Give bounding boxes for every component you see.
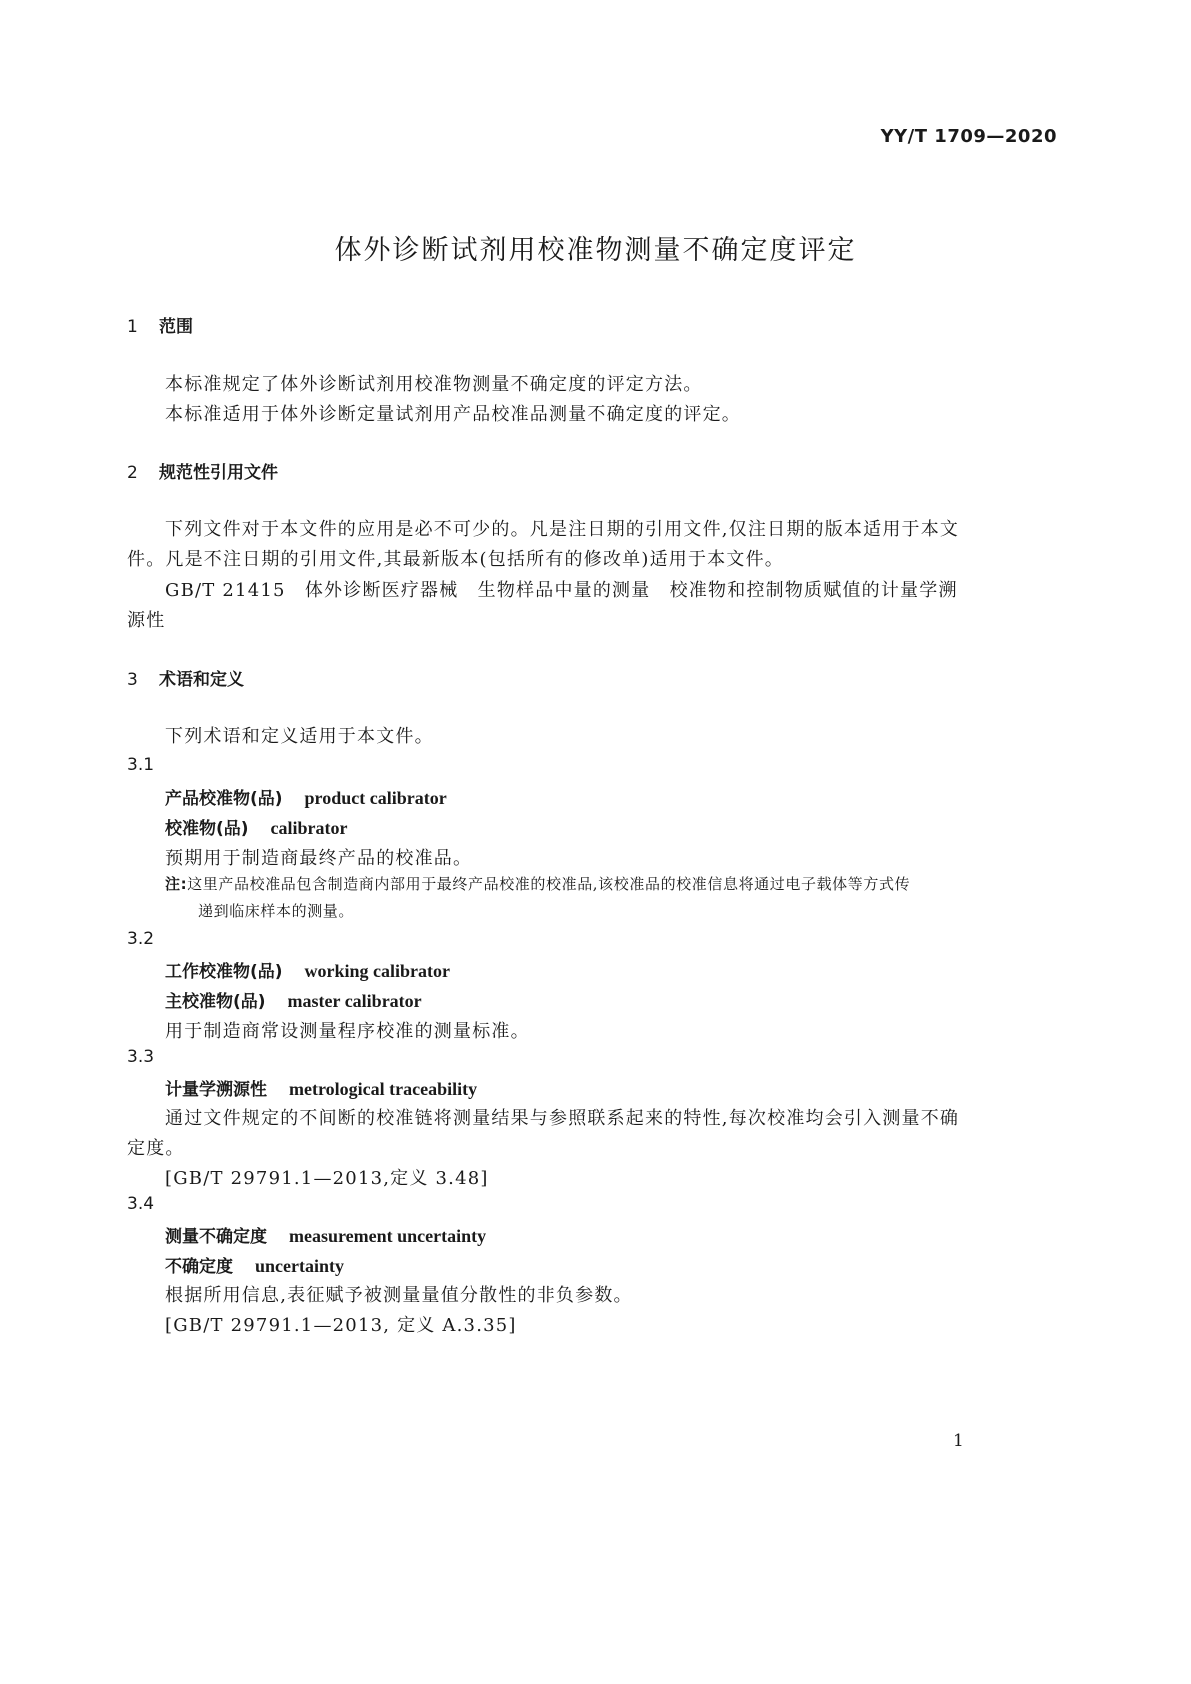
- normative-reference-line-2: 源性: [127, 610, 166, 631]
- term-en: working calibrator: [304, 961, 451, 981]
- term-cn: 工作校准物(品): [165, 962, 283, 982]
- term-en: product calibrator: [304, 788, 447, 808]
- section-2-paragraph-line-1: 下列文件对于本文件的应用是必不可少的。凡是注日期的引用文件,仅注日期的版本适用于本文: [165, 519, 960, 540]
- term-cn: 测量不确定度: [165, 1227, 267, 1247]
- section-3-heading: [127, 665, 244, 690]
- clause-3-4-source: [GB/T 29791.1—2013, 定义 A.3.35]: [165, 1315, 517, 1336]
- section-3-number: 3: [127, 670, 138, 690]
- term-en: measurement uncertainty: [289, 1226, 487, 1246]
- term-cn: 产品校准物(品): [165, 789, 283, 809]
- standard-code: YY/T 1709—2020: [880, 126, 1057, 147]
- clause-3-2-number: 3.2: [127, 929, 155, 949]
- note-text: 这里产品校准品包含制造商内部用于最终产品校准的校准品,该校准品的校准信息将通过电子载体等方式传: [187, 875, 911, 893]
- clause-3-2-definition: 用于制造商常设测量程序校准的测量标准。: [165, 1021, 530, 1042]
- section-1-title: 范围: [159, 317, 193, 337]
- clause-3-2-term-1: [165, 957, 450, 982]
- clause-3-3-source: [GB/T 29791.1—2013,定义 3.48]: [165, 1168, 489, 1189]
- clause-3-4-number: 3.4: [127, 1194, 155, 1214]
- section-2-paragraph-line-2: 件。凡是不注日期的引用文件,其最新版本(包括所有的修改单)适用于本文件。: [127, 549, 784, 570]
- section-2-number: 2: [127, 463, 138, 483]
- clause-3-3-term-1: [165, 1075, 477, 1100]
- clause-3-1-note-line-1: [165, 873, 910, 894]
- clause-3-1-note-line-2: 递到临床样本的测量。: [198, 902, 355, 920]
- term-cn: 不确定度: [165, 1257, 233, 1277]
- term-en: master calibrator: [287, 991, 422, 1011]
- document-title: 体外诊断试剂用校准物测量不确定度评定: [334, 235, 857, 266]
- section-2-title: 规范性引用文件: [159, 463, 278, 483]
- term-en: metrological traceability: [289, 1079, 478, 1099]
- clause-3-4-definition: 根据所用信息,表征赋予被测量量值分散性的非负参数。: [165, 1285, 633, 1306]
- clause-3-3-definition-line-1: 通过文件规定的不间断的校准链将测量结果与参照联系起来的特性,每次校准均会引入测量不确: [165, 1108, 960, 1129]
- normative-reference-line-1: GB/T 21415 体外诊断医疗器械 生物样品中量的测量 校准物和控制物质赋值的计量学溯: [165, 580, 958, 601]
- section-3-title: 术语和定义: [159, 670, 244, 690]
- term-en: uncertainty: [255, 1256, 344, 1276]
- clause-3-1-term-1: [165, 784, 447, 809]
- page-number: 1: [953, 1431, 964, 1451]
- clause-3-4-term-2: [165, 1252, 344, 1277]
- section-3-intro: 下列术语和定义适用于本文件。: [165, 726, 434, 747]
- clause-3-2-term-2: [165, 987, 422, 1012]
- term-cn: 校准物(品): [165, 819, 249, 839]
- clause-3-3-definition-line-2: 定度。: [127, 1138, 185, 1159]
- term-en: calibrator: [270, 818, 348, 838]
- clause-3-3-number: 3.3: [127, 1047, 155, 1067]
- clause-3-1-number: 3.1: [127, 755, 155, 775]
- clause-3-1-definition: 预期用于制造商最终产品的校准品。: [165, 848, 473, 869]
- term-cn: 主校准物(品): [165, 992, 266, 1012]
- term-cn: 计量学溯源性: [165, 1080, 267, 1100]
- section-2-heading: [127, 458, 278, 483]
- section-1-paragraph-1: 本标准规定了体外诊断试剂用校准物测量不确定度的评定方法。: [165, 374, 703, 395]
- section-1-paragraph-2: 本标准适用于体外诊断定量试剂用产品校准品测量不确定度的评定。: [165, 404, 741, 425]
- section-1-heading: [127, 312, 193, 337]
- clause-3-1-term-2: [165, 814, 348, 839]
- section-1-number: 1: [127, 317, 138, 337]
- clause-3-4-term-1: [165, 1222, 486, 1247]
- note-label: 注:: [165, 875, 188, 893]
